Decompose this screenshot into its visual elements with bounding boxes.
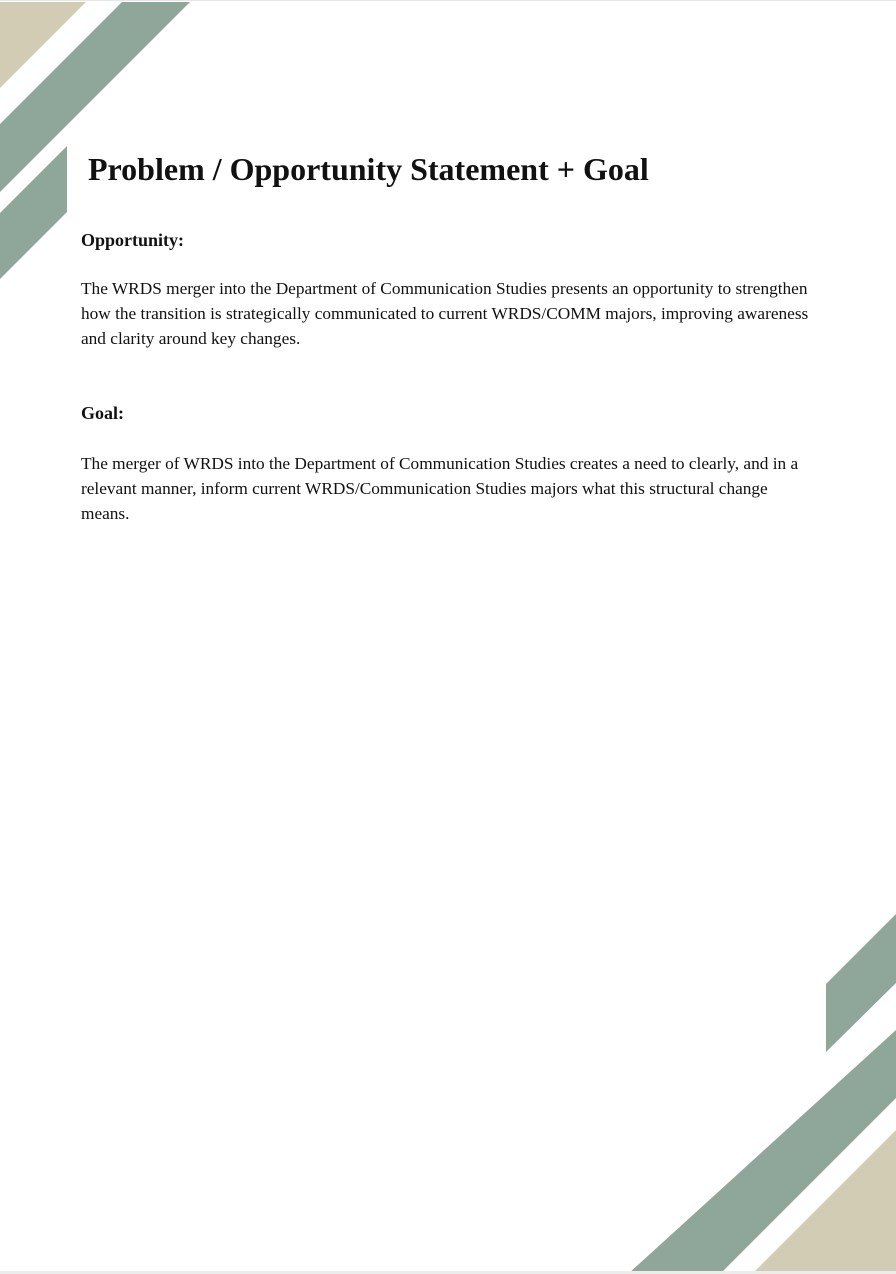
opportunity-paragraph: The WRDS merger into the Department of Communication Studies presents an opportunity to strengthen how the transition is strategically communicated to current WRDS/COMM majors, improving awareness and clarity around key changes. (81, 279, 809, 348)
goal-heading: Goal: (81, 403, 124, 423)
page-title: Problem / Opportunity Statement + Goal (88, 151, 649, 187)
bottom-right-sage-block (826, 914, 896, 1052)
goal-paragraph: The merger of WRDS into the Department of Communication Studies creates a need to clearly, and in a relevant manner, inform current WRDS/Communication Studies majors what this structural change means. (81, 454, 799, 523)
opportunity-heading: Opportunity: (81, 230, 185, 250)
